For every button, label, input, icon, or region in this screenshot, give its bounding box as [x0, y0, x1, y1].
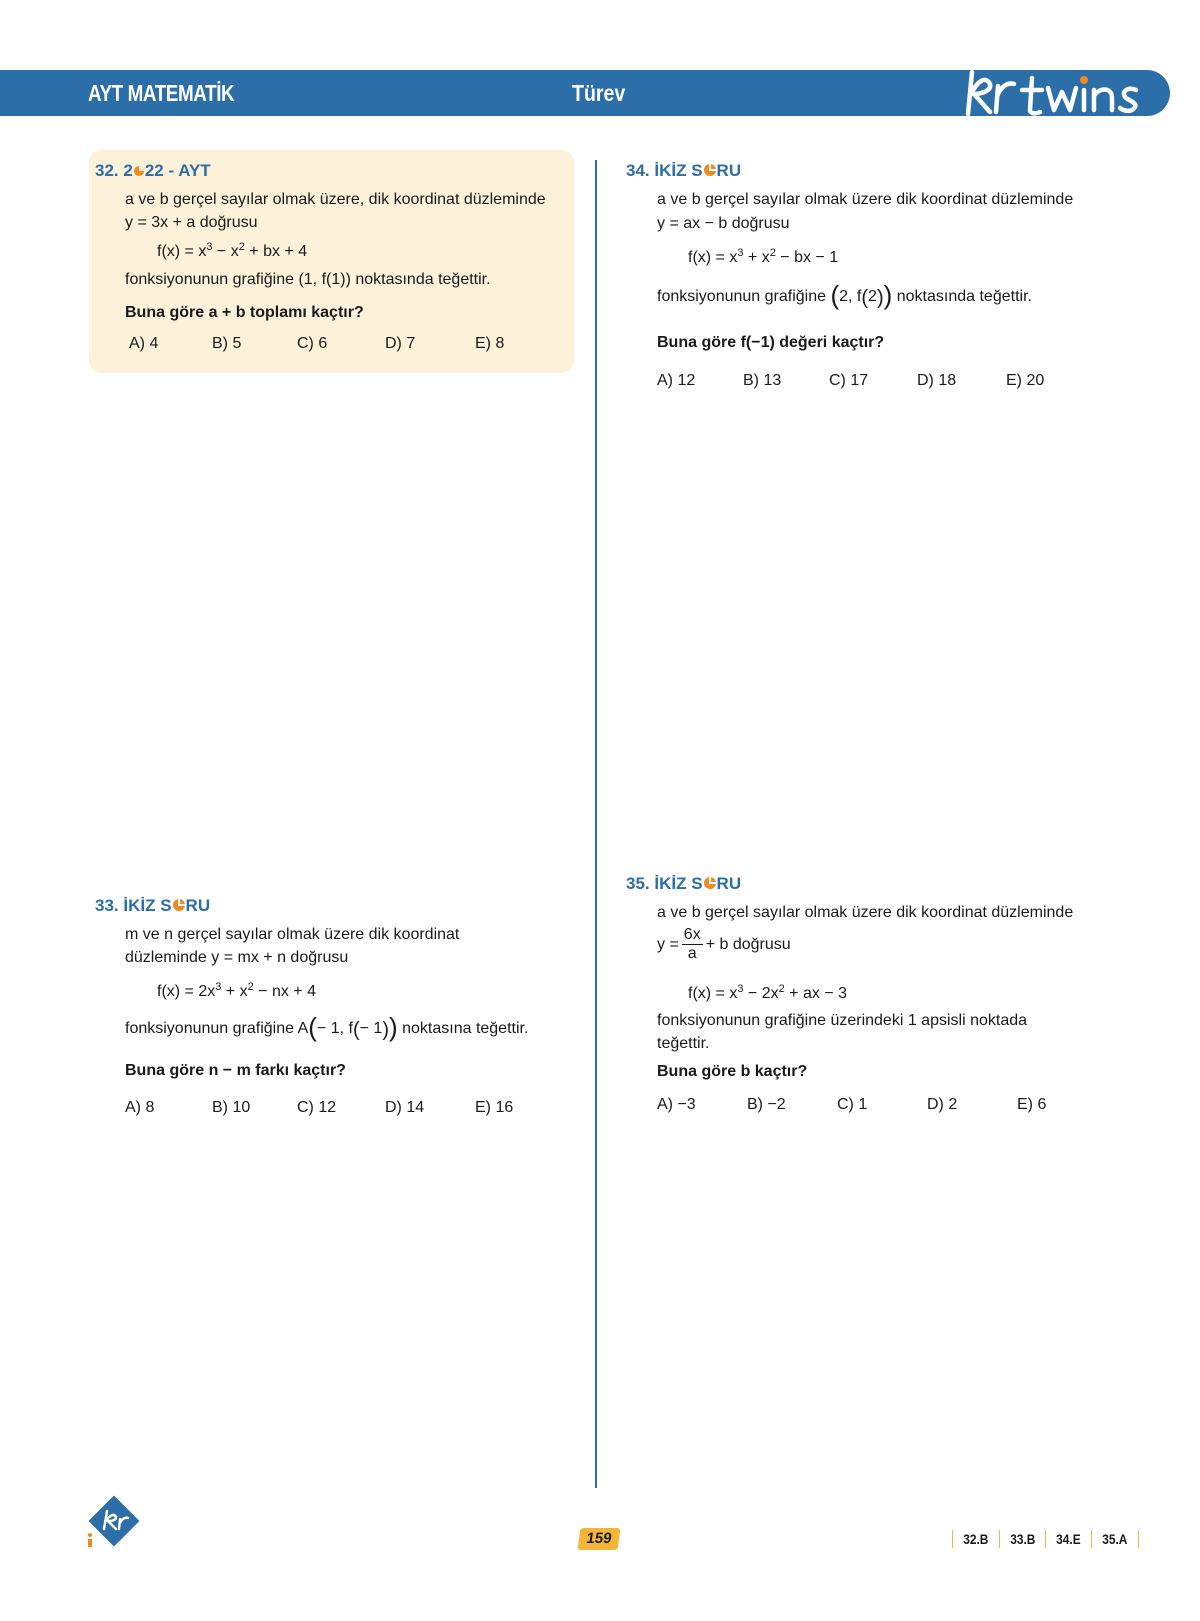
q34-option-b[interactable]: B) 13 [743, 372, 782, 389]
year-text: 2 [123, 161, 133, 180]
question-number: 34. [626, 161, 650, 180]
question-number: 35. [626, 874, 650, 893]
q33-ask: Buna göre n − m farkı kaçtır? [125, 1062, 346, 1079]
page-number: 159 [577, 1528, 620, 1550]
q33-option-b[interactable]: B) 10 [212, 1099, 251, 1116]
q33-formula: $f(x) = 2x^3 + x^2$ − nx + 4 [157, 981, 316, 1000]
q32-formula: $f(x) = x^3 - x^2$ + bx + 4 [157, 241, 308, 260]
q33-line3: fonksiyonunun grafiğine A(− 1, f(− 1)) noktasına teğettir. [125, 1012, 529, 1042]
answer-33: 33.B [1009, 1531, 1035, 1547]
q33-option-a[interactable]: A) 8 [125, 1099, 155, 1116]
q34-option-d[interactable]: D) 18 [917, 372, 957, 389]
q35-line4: teğettir. [657, 1035, 710, 1052]
q33-line2: düzleminde y = mx + n doğrusu [125, 949, 349, 966]
q32-option-a[interactable]: A) 4 [129, 335, 159, 352]
q33-option-c[interactable]: C) 12 [297, 1099, 337, 1116]
q35-line1: a ve b gerçel sayılar olmak üzere dik koordinat düzleminde [657, 904, 1074, 921]
q32-line3: fonksiyonunun grafiğine (1, f(1)) noktasında teğettir. [125, 271, 491, 288]
orange-o-icon [703, 163, 717, 177]
q34-line3: fonksiyonunun grafiğine (2, f(2)) noktasında teğettir. [657, 280, 1032, 310]
publisher-logo-icon [86, 1493, 142, 1549]
answer-key [944, 1530, 1147, 1548]
answer-34: 34.E [1056, 1531, 1081, 1547]
header-subject: AYT MATEMATİK [88, 80, 235, 106]
q34-ask: Buna göre f(−1) değeri kaçtır? [657, 334, 885, 351]
question-35-title: 35. İKİZ S RU [626, 874, 742, 893]
orange-o-icon [172, 898, 186, 912]
question-34-title: 34. İKİZ S RU [626, 161, 742, 180]
q35-option-c[interactable]: C) 1 [837, 1096, 868, 1113]
q32-line2: y = 3x + a doğrusu [125, 214, 258, 231]
q33-option-d[interactable]: D) 14 [385, 1099, 425, 1116]
q34-line1: a ve b gerçel sayılar olmak üzere dik koordinat düzleminde [657, 191, 1074, 208]
q34-formula: $f(x) = x^3 + x^2$ − bx − 1 [688, 247, 839, 266]
q32-option-e[interactable]: E) 8 [475, 335, 505, 352]
orange-o-icon [703, 876, 717, 890]
q32-option-d[interactable]: D) 7 [385, 335, 416, 352]
year-suffix: 22 - AYT [144, 161, 211, 180]
q34-option-e[interactable]: E) 20 [1006, 372, 1045, 389]
orange-zero-icon [133, 165, 145, 177]
header-topic: Türev [572, 80, 626, 106]
q35-formula: $f(x) = x^3 - 2x^2$ + ax − 3 [688, 983, 847, 1002]
answer-35: 35.A [1102, 1531, 1128, 1547]
question-number: 32. [95, 161, 119, 180]
column-divider [595, 160, 597, 1488]
q35-ask: Buna göre b kaçtır? [657, 1063, 808, 1080]
question-number: 33. [95, 896, 119, 915]
q33-option-e[interactable]: E) 16 [475, 1099, 514, 1116]
brand-logo-icon [960, 64, 1150, 120]
question-32-title [95, 161, 211, 181]
q35-option-e[interactable]: E) 6 [1017, 1096, 1047, 1113]
q35-line2: y = $\frac{6x}{a}$ + b doğrusu [657, 926, 791, 963]
q35-option-a[interactable]: A) −3 [657, 1096, 696, 1113]
q32-option-b[interactable]: B) 5 [212, 335, 242, 352]
q32-ask: Buna göre a + b toplamı kaçtır? [125, 304, 364, 321]
q34-option-a[interactable]: A) 12 [657, 372, 696, 389]
q32-line1: a ve b gerçel sayılar olmak üzere, dik koordinat düzleminde [125, 191, 546, 208]
q35-line3: fonksiyonunun grafiğine üzerindeki 1 apsisli noktada [657, 1012, 1028, 1029]
q35-option-b[interactable]: B) −2 [747, 1096, 786, 1113]
fraction: $\frac{6x}{a}$ [683, 926, 701, 963]
question-33-title: 33. İKİZ S RU [95, 896, 211, 915]
q32-option-c[interactable]: C) 6 [297, 335, 328, 352]
answer-32: 32.B [963, 1531, 989, 1547]
q34-line2: y = ax − b doğrusu [657, 215, 790, 232]
q33-line1: m ve n gerçel sayılar olmak üzere dik koordinat [125, 926, 460, 943]
q35-option-d[interactable]: D) 2 [927, 1096, 958, 1113]
q34-option-c[interactable]: C) 17 [829, 372, 869, 389]
